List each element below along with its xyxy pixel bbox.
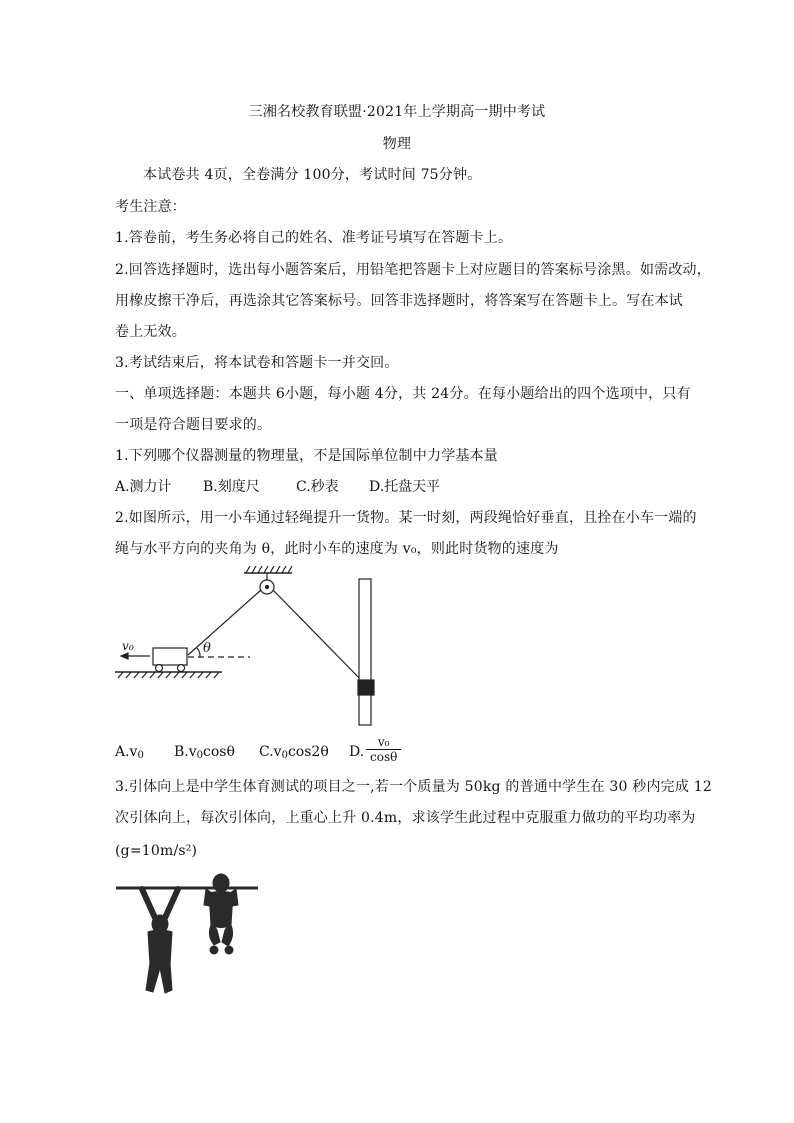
q1-option-d: D.托盘天平 (369, 479, 441, 495)
notice-heading: 考生注意： (115, 199, 186, 215)
subject-title: 物理 (382, 136, 412, 152)
q1-stem: 1.下列哪个仪器测量的物理量，不是国际单位制中力学基本量 (115, 448, 498, 464)
q1-option-a: A.测力计 (115, 479, 172, 495)
q2-option-c: $C.v_0\cos 2\theta$ (259, 744, 329, 761)
q2-option-a: $A.v_0$ (115, 744, 144, 761)
q1-option-c: C.秒表 (296, 479, 339, 495)
exam-intro: 本试卷共 4页，全卷满分 100分，考试时间 75分钟。 (143, 167, 482, 183)
section-1-heading-line-1: 一、单项选择题：本题共 6小题，每小题 4分，共 24分。在每小题给出的四个选项中，只有 (115, 386, 691, 402)
velocity-label: v₀ (122, 639, 134, 653)
q2-option-d-numerator: v₀ (366, 735, 401, 750)
q2-option-d-denominator: cosθ (370, 750, 398, 764)
exam-title: 三湘名校教育联盟·2021年上学期高一期中考试 (248, 104, 546, 120)
pulling-person (204, 874, 238, 954)
notice-item-2-line-2: 用橡皮擦干净后，再选涂其它答案标号。回答非选择题时，将答案写在答题卡上。写在本试 (115, 293, 683, 309)
notice-item-2-line-1: 2.回答选择题时，选出每小题答案后，用铅笔把答题卡上对应题目的答案标号涂黑。如需改动， (115, 262, 711, 278)
notice-item-2-line-3: 卷上无效。 (115, 324, 186, 340)
q3-stem-line-3: (g=10m/s²) (115, 843, 198, 859)
q2-option-d-prefix: D. (349, 744, 365, 760)
hanging-person (142, 889, 178, 993)
angle-label: θ (203, 641, 212, 656)
section-1-heading-line-2: 一项是符合题目要求的。 (115, 417, 272, 433)
notice-item-3: 3.考试结束后，将本试卷和答题卡一并交回。 (115, 355, 399, 371)
q3-stem-line-2: 次引体向上，每次引体向，上重心上升 0.4m，求该学生此过程中克服重力做功的平均功率为 (115, 810, 696, 826)
q2-option-b: $B.v_0\cos\theta$ (174, 744, 235, 761)
notice-item-1: 1.答卷前，考生务必将自己的姓名、准考证号填写在答题卡上。 (115, 230, 513, 246)
q1-option-b: B.刻度尺 (203, 479, 260, 495)
q2-stem-line-1: 2.如图所示，用一小车通过轻绳提升一货物。某一时刻，两段绳恰好垂直，且拴在小车一端的 (115, 510, 697, 526)
q3-stem-line-1: 3.引体向上是中学生体育测试的项目之一,若一个质量为 50kg 的普通中学生在 30 秒内完成 12 (115, 779, 712, 795)
q2-stem-line-2: 绳与水平方向的夹角为 θ，此时小车的速度为 v₀，则此时货物的速度为 (115, 541, 559, 557)
